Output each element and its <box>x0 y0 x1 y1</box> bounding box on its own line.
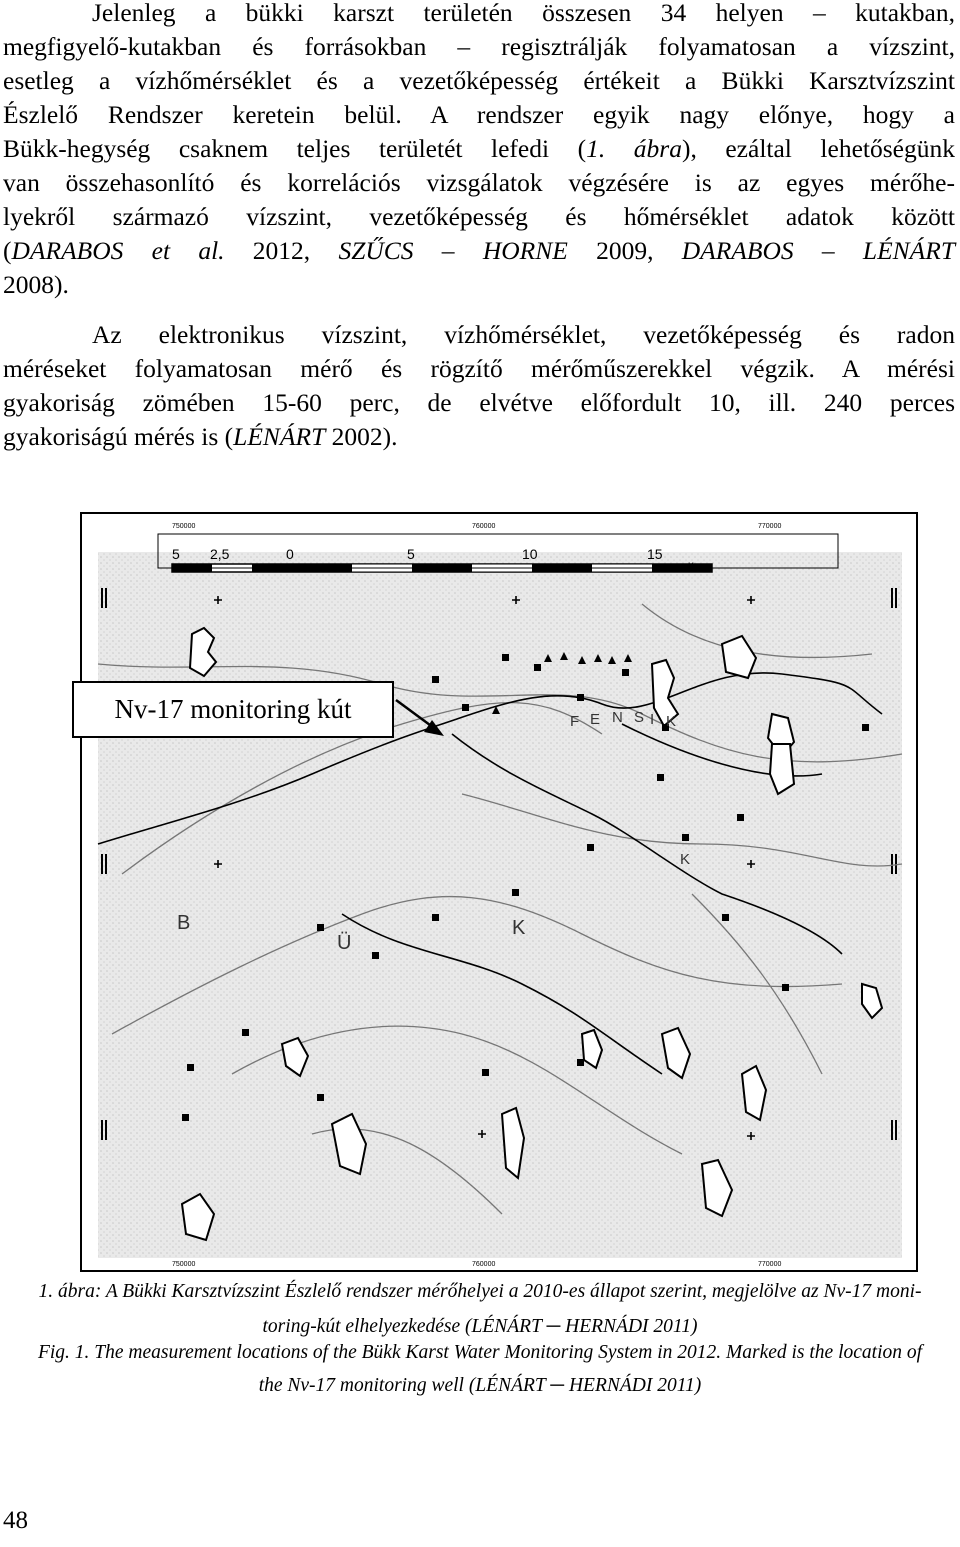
text-line <box>3 268 955 302</box>
map-area <box>98 552 902 1258</box>
svg-text:F: F <box>570 713 580 730</box>
text-segment: 2008). <box>3 270 69 299</box>
caption-hu-line2: toring-kút elhelyezkedése (LÉNÁRT ─ HERNÁDI 2011) <box>262 1316 698 1337</box>
coord-label: 770000 <box>758 523 782 530</box>
coord-label: 750000 <box>172 523 196 530</box>
text-segment: gyakoriságú mérés is ( <box>3 422 234 451</box>
svg-text:E: E <box>590 711 601 728</box>
svg-text:S: S <box>634 709 645 726</box>
caption-en-line1: Fig. 1. The measurement locations of the Bükk Karst Water Monitoring System in 2012. Marked is the location of <box>37 1342 923 1363</box>
scale-unit: Km <box>688 561 702 571</box>
text-line <box>3 318 955 352</box>
text-segment: esetleg a vízhőmérséklet és a vezetőképesség értékeit a Bükki Karsztvízszint <box>3 66 955 95</box>
text-line <box>3 200 955 234</box>
text-segment: ( <box>3 236 12 265</box>
page-number: 48 <box>3 1507 28 1534</box>
text-segment: van összehasonlító és korrelációs vizsgálatok végzésére is az egyes mérőhe- <box>3 168 955 197</box>
text-line <box>3 0 955 30</box>
coord-label: 760000 <box>472 1261 496 1268</box>
map-figure <box>80 512 918 1272</box>
svg-text:K: K <box>666 713 677 730</box>
svg-text:N: N <box>612 709 623 726</box>
text-segment: DARABOS – LÉNÁRT <box>681 236 956 265</box>
svg-text:I: I <box>650 711 655 728</box>
text-segment: 2009, <box>567 236 682 265</box>
text-line <box>3 98 955 132</box>
text-segment: megfigyelő-kutakban és forrásokban – regisztrálják folyamatosan a vízszint, <box>3 32 955 61</box>
svg-text:K: K <box>512 917 526 939</box>
paragraph-2 <box>3 318 955 454</box>
scale-label: 2,5 <box>210 546 230 562</box>
text-line <box>3 132 955 166</box>
text-segment: Bükk-hegység csaknem teljes területét lefedi ( <box>3 134 587 163</box>
text-line <box>3 352 955 386</box>
text-segment: méréseket folyamatosan mérő és rögzítő mérőműszerekkel végzik. A mérési <box>3 354 955 383</box>
text-segment: DARABOS et al. <box>11 236 225 265</box>
scale-label: 15 <box>647 546 663 562</box>
text-line <box>3 64 955 98</box>
text-segment: 2012, <box>224 236 339 265</box>
text-segment: Jelenleg a bükki karszt területén összesen 34 helyen – kutakban, <box>92 0 955 27</box>
svg-text:K: K <box>680 851 691 868</box>
text-segment: SZŰCS – HORNE <box>338 236 568 265</box>
caption-en-line2: the Nv-17 monitoring well (LÉNÁRT ─ HERNÁDI 2011) <box>258 1375 702 1396</box>
nv17-callout: Nv-17 monitoring kút <box>72 681 394 738</box>
text-line <box>3 30 955 64</box>
svg-text:Ü: Ü <box>337 932 352 954</box>
scale-label: 5 <box>407 546 415 562</box>
caption-hu-line1: 1. ábra: A Bükki Karsztvízszint Észlelő rendszer mérőhelyei a 2010-es állapot szerint, megjelölve az Nv-17 moni- <box>38 1281 922 1302</box>
map-drawing <box>82 514 916 1270</box>
scale-label: 5 <box>172 546 180 562</box>
text-line <box>3 166 955 200</box>
text-segment: Észlelő Rendszer keretein belül. A rendszer egyik nagy előnye, hogy a <box>3 100 955 129</box>
text-segment: Az elektronikus vízszint, vízhőmérséklet, vezetőképesség és radon <box>92 320 955 349</box>
text-segment: gyakoriság zömében 15-60 perc, de elvétve előfordult 10, ill. 240 perces <box>3 388 955 417</box>
scale-label: 0 <box>286 546 294 562</box>
text-segment: lyekről származó vízszint, vezetőképesség és hőmérséklet adatok között <box>3 202 955 231</box>
svg-text:B: B <box>177 912 191 934</box>
text-line <box>3 386 955 420</box>
text-segment: 1. ábra <box>586 134 682 163</box>
scale-label: 10 <box>522 546 538 562</box>
text-segment: 2002). <box>325 422 398 451</box>
coord-label: 770000 <box>758 1261 782 1268</box>
paragraph-1 <box>3 0 955 302</box>
coord-label: 750000 <box>172 1261 196 1268</box>
text-segment: ), ezáltal lehetőségünk <box>681 134 955 163</box>
text-line <box>3 234 955 268</box>
text-segment: LÉNÁRT <box>233 422 326 451</box>
coord-label: 760000 <box>472 523 496 530</box>
text-line <box>3 420 955 454</box>
